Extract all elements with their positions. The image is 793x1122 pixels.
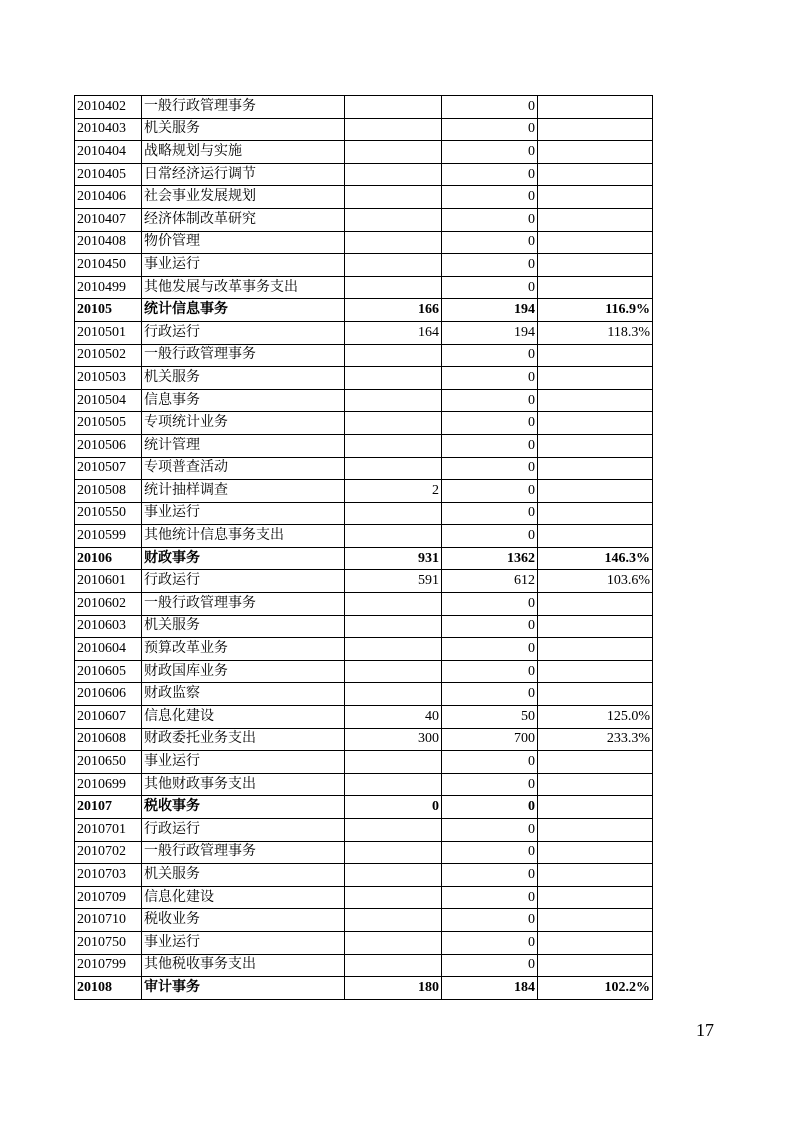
row-value-2-cell: 0 bbox=[442, 864, 538, 887]
row-percent-cell bbox=[538, 118, 653, 141]
row-name-cell: 一般行政管理事务 bbox=[142, 841, 345, 864]
table-row bbox=[75, 909, 653, 932]
row-value-1-cell bbox=[345, 615, 442, 638]
row-code-cell: 2010405 bbox=[75, 163, 142, 186]
row-code-cell: 20105 bbox=[75, 299, 142, 322]
row-code-cell: 2010602 bbox=[75, 593, 142, 616]
row-value-1-cell bbox=[345, 141, 442, 164]
table-row bbox=[75, 886, 653, 909]
row-code-cell: 2010709 bbox=[75, 886, 142, 909]
row-value-2-cell: 0 bbox=[442, 412, 538, 435]
row-value-1-cell bbox=[345, 638, 442, 661]
row-value-2-cell: 0 bbox=[442, 163, 538, 186]
row-value-2-cell: 700 bbox=[442, 728, 538, 751]
row-value-2-cell: 0 bbox=[442, 118, 538, 141]
table-row bbox=[75, 141, 653, 164]
row-percent-cell bbox=[538, 367, 653, 390]
table-row bbox=[75, 367, 653, 390]
row-name-cell: 其他发展与改革事务支出 bbox=[142, 276, 345, 299]
table-row bbox=[75, 344, 653, 367]
row-value-1-cell bbox=[345, 231, 442, 254]
row-name-cell: 信息化建设 bbox=[142, 886, 345, 909]
table-row bbox=[75, 683, 653, 706]
row-name-cell: 经济体制改革研究 bbox=[142, 208, 345, 231]
row-value-2-cell: 0 bbox=[442, 886, 538, 909]
row-value-2-cell: 0 bbox=[442, 909, 538, 932]
row-name-cell: 社会事业发展规划 bbox=[142, 186, 345, 209]
row-percent-cell bbox=[538, 389, 653, 412]
table-row bbox=[75, 547, 653, 570]
table-row bbox=[75, 841, 653, 864]
row-name-cell: 一般行政管理事务 bbox=[142, 593, 345, 616]
row-code-cell: 20106 bbox=[75, 547, 142, 570]
row-code-cell: 2010406 bbox=[75, 186, 142, 209]
table-row bbox=[75, 96, 653, 119]
row-percent-cell bbox=[538, 163, 653, 186]
row-percent-cell bbox=[538, 502, 653, 525]
row-percent-cell bbox=[538, 525, 653, 548]
row-value-2-cell: 0 bbox=[442, 96, 538, 119]
row-code-cell: 2010799 bbox=[75, 954, 142, 977]
table-row bbox=[75, 954, 653, 977]
row-value-1-cell: 40 bbox=[345, 706, 442, 729]
row-percent-cell bbox=[538, 96, 653, 119]
row-value-1-cell bbox=[345, 931, 442, 954]
table-row bbox=[75, 977, 653, 1000]
row-name-cell: 事业运行 bbox=[142, 502, 345, 525]
row-code-cell: 2010699 bbox=[75, 773, 142, 796]
table-row bbox=[75, 412, 653, 435]
row-name-cell: 财政监察 bbox=[142, 683, 345, 706]
table-row bbox=[75, 819, 653, 842]
row-value-1-cell bbox=[345, 434, 442, 457]
row-value-1-cell bbox=[345, 389, 442, 412]
row-percent-cell bbox=[538, 909, 653, 932]
row-percent-cell bbox=[538, 931, 653, 954]
row-code-cell: 20107 bbox=[75, 796, 142, 819]
row-code-cell: 2010710 bbox=[75, 909, 142, 932]
row-percent-cell bbox=[538, 615, 653, 638]
row-value-1-cell: 0 bbox=[345, 796, 442, 819]
row-value-1-cell bbox=[345, 208, 442, 231]
row-value-2-cell: 0 bbox=[442, 615, 538, 638]
row-value-2-cell: 0 bbox=[442, 841, 538, 864]
table-row bbox=[75, 638, 653, 661]
row-code-cell: 2010550 bbox=[75, 502, 142, 525]
row-name-cell: 其他财政事务支出 bbox=[142, 773, 345, 796]
table-row bbox=[75, 773, 653, 796]
row-code-cell: 2010403 bbox=[75, 118, 142, 141]
row-name-cell: 信息事务 bbox=[142, 389, 345, 412]
row-value-1-cell bbox=[345, 367, 442, 390]
row-code-cell: 2010703 bbox=[75, 864, 142, 887]
table-row bbox=[75, 163, 653, 186]
table-row bbox=[75, 118, 653, 141]
table-row bbox=[75, 434, 653, 457]
row-value-2-cell: 0 bbox=[442, 276, 538, 299]
row-value-2-cell: 0 bbox=[442, 254, 538, 277]
row-name-cell: 其他统计信息事务支出 bbox=[142, 525, 345, 548]
row-percent-cell: 233.3% bbox=[538, 728, 653, 751]
row-code-cell: 2010404 bbox=[75, 141, 142, 164]
row-code-cell: 2010505 bbox=[75, 412, 142, 435]
row-value-1-cell: 300 bbox=[345, 728, 442, 751]
row-code-cell: 2010408 bbox=[75, 231, 142, 254]
row-name-cell: 事业运行 bbox=[142, 254, 345, 277]
row-name-cell: 统计抽样调查 bbox=[142, 480, 345, 503]
budget-table bbox=[74, 95, 653, 1000]
row-code-cell: 2010450 bbox=[75, 254, 142, 277]
row-value-1-cell bbox=[345, 841, 442, 864]
row-value-2-cell: 0 bbox=[442, 141, 538, 164]
row-code-cell: 2010650 bbox=[75, 751, 142, 774]
row-percent-cell bbox=[538, 231, 653, 254]
row-value-2-cell: 0 bbox=[442, 819, 538, 842]
row-value-2-cell: 194 bbox=[442, 299, 538, 322]
row-percent-cell: 102.2% bbox=[538, 977, 653, 1000]
row-percent-cell bbox=[538, 751, 653, 774]
row-value-1-cell bbox=[345, 412, 442, 435]
row-name-cell: 其他税收事务支出 bbox=[142, 954, 345, 977]
row-name-cell: 统计信息事务 bbox=[142, 299, 345, 322]
row-percent-cell bbox=[538, 344, 653, 367]
row-name-cell: 事业运行 bbox=[142, 751, 345, 774]
row-name-cell: 行政运行 bbox=[142, 570, 345, 593]
row-percent-cell bbox=[538, 683, 653, 706]
table-row bbox=[75, 231, 653, 254]
table-row bbox=[75, 525, 653, 548]
row-value-2-cell: 50 bbox=[442, 706, 538, 729]
row-percent-cell: 146.3% bbox=[538, 547, 653, 570]
row-value-2-cell: 0 bbox=[442, 367, 538, 390]
row-value-2-cell: 0 bbox=[442, 208, 538, 231]
row-code-cell: 20108 bbox=[75, 977, 142, 1000]
row-value-1-cell bbox=[345, 660, 442, 683]
table-row bbox=[75, 389, 653, 412]
row-percent-cell bbox=[538, 457, 653, 480]
row-name-cell: 财政事务 bbox=[142, 547, 345, 570]
row-value-1-cell: 180 bbox=[345, 977, 442, 1000]
row-value-2-cell: 0 bbox=[442, 638, 538, 661]
row-name-cell: 专项普查活动 bbox=[142, 457, 345, 480]
table-row bbox=[75, 931, 653, 954]
table-row bbox=[75, 299, 653, 322]
row-name-cell: 机关服务 bbox=[142, 367, 345, 390]
row-value-2-cell: 0 bbox=[442, 389, 538, 412]
row-value-1-cell: 931 bbox=[345, 547, 442, 570]
row-name-cell: 税收业务 bbox=[142, 909, 345, 932]
row-name-cell: 物价管理 bbox=[142, 231, 345, 254]
table-row bbox=[75, 615, 653, 638]
row-code-cell: 2010603 bbox=[75, 615, 142, 638]
row-value-1-cell bbox=[345, 254, 442, 277]
row-code-cell: 2010506 bbox=[75, 434, 142, 457]
row-value-2-cell: 0 bbox=[442, 954, 538, 977]
row-value-1-cell: 166 bbox=[345, 299, 442, 322]
table-row bbox=[75, 660, 653, 683]
row-name-cell: 专项统计业务 bbox=[142, 412, 345, 435]
row-name-cell: 战略规划与实施 bbox=[142, 141, 345, 164]
row-value-1-cell bbox=[345, 954, 442, 977]
row-code-cell: 2010504 bbox=[75, 389, 142, 412]
row-code-cell: 2010607 bbox=[75, 706, 142, 729]
row-value-1-cell bbox=[345, 864, 442, 887]
row-percent-cell bbox=[538, 796, 653, 819]
row-percent-cell bbox=[538, 864, 653, 887]
row-value-1-cell bbox=[345, 751, 442, 774]
row-name-cell: 信息化建设 bbox=[142, 706, 345, 729]
row-value-2-cell: 0 bbox=[442, 931, 538, 954]
table-row bbox=[75, 728, 653, 751]
row-value-1-cell: 2 bbox=[345, 480, 442, 503]
row-percent-cell bbox=[538, 412, 653, 435]
row-value-2-cell: 0 bbox=[442, 457, 538, 480]
row-value-2-cell: 0 bbox=[442, 773, 538, 796]
table-row bbox=[75, 593, 653, 616]
row-value-2-cell: 194 bbox=[442, 321, 538, 344]
table-row bbox=[75, 570, 653, 593]
row-percent-cell bbox=[538, 276, 653, 299]
table-row bbox=[75, 796, 653, 819]
row-value-2-cell: 184 bbox=[442, 977, 538, 1000]
row-code-cell: 2010601 bbox=[75, 570, 142, 593]
row-percent-cell bbox=[538, 841, 653, 864]
table-row bbox=[75, 706, 653, 729]
table-row bbox=[75, 864, 653, 887]
row-percent-cell bbox=[538, 480, 653, 503]
row-percent-cell: 118.3% bbox=[538, 321, 653, 344]
row-value-2-cell: 0 bbox=[442, 480, 538, 503]
row-code-cell: 2010407 bbox=[75, 208, 142, 231]
row-value-1-cell bbox=[345, 683, 442, 706]
table-row bbox=[75, 457, 653, 480]
row-code-cell: 2010606 bbox=[75, 683, 142, 706]
row-value-1-cell bbox=[345, 118, 442, 141]
row-value-2-cell: 0 bbox=[442, 751, 538, 774]
row-name-cell: 机关服务 bbox=[142, 118, 345, 141]
row-value-1-cell bbox=[345, 96, 442, 119]
row-name-cell: 事业运行 bbox=[142, 931, 345, 954]
row-value-1-cell bbox=[345, 502, 442, 525]
row-value-2-cell: 0 bbox=[442, 796, 538, 819]
row-value-1-cell bbox=[345, 457, 442, 480]
row-percent-cell bbox=[538, 208, 653, 231]
row-percent-cell bbox=[538, 886, 653, 909]
row-name-cell: 统计管理 bbox=[142, 434, 345, 457]
row-name-cell: 审计事务 bbox=[142, 977, 345, 1000]
row-name-cell: 机关服务 bbox=[142, 615, 345, 638]
row-value-1-cell bbox=[345, 525, 442, 548]
row-value-2-cell: 612 bbox=[442, 570, 538, 593]
table-row bbox=[75, 254, 653, 277]
row-code-cell: 2010701 bbox=[75, 819, 142, 842]
row-code-cell: 2010501 bbox=[75, 321, 142, 344]
row-value-2-cell: 0 bbox=[442, 683, 538, 706]
row-percent-cell bbox=[538, 773, 653, 796]
table-row bbox=[75, 751, 653, 774]
row-percent-cell bbox=[538, 141, 653, 164]
table-row bbox=[75, 480, 653, 503]
row-name-cell: 财政委托业务支出 bbox=[142, 728, 345, 751]
page-number: 17 bbox=[696, 1020, 714, 1040]
row-value-1-cell bbox=[345, 886, 442, 909]
row-value-1-cell bbox=[345, 344, 442, 367]
row-value-2-cell: 0 bbox=[442, 660, 538, 683]
row-name-cell: 一般行政管理事务 bbox=[142, 96, 345, 119]
row-percent-cell: 125.0% bbox=[538, 706, 653, 729]
row-code-cell: 2010750 bbox=[75, 931, 142, 954]
row-code-cell: 2010604 bbox=[75, 638, 142, 661]
table-row bbox=[75, 208, 653, 231]
row-name-cell: 机关服务 bbox=[142, 864, 345, 887]
row-value-1-cell bbox=[345, 186, 442, 209]
row-code-cell: 2010502 bbox=[75, 344, 142, 367]
row-name-cell: 日常经济运行调节 bbox=[142, 163, 345, 186]
row-code-cell: 2010702 bbox=[75, 841, 142, 864]
row-percent-cell bbox=[538, 638, 653, 661]
row-value-1-cell: 591 bbox=[345, 570, 442, 593]
row-value-2-cell: 0 bbox=[442, 593, 538, 616]
row-value-2-cell: 0 bbox=[442, 186, 538, 209]
row-value-2-cell: 0 bbox=[442, 525, 538, 548]
row-percent-cell: 116.9% bbox=[538, 299, 653, 322]
row-code-cell: 2010605 bbox=[75, 660, 142, 683]
row-code-cell: 2010507 bbox=[75, 457, 142, 480]
row-percent-cell bbox=[538, 434, 653, 457]
row-code-cell: 2010499 bbox=[75, 276, 142, 299]
row-code-cell: 2010599 bbox=[75, 525, 142, 548]
row-value-1-cell bbox=[345, 773, 442, 796]
row-percent-cell bbox=[538, 660, 653, 683]
row-name-cell: 一般行政管理事务 bbox=[142, 344, 345, 367]
row-name-cell: 财政国库业务 bbox=[142, 660, 345, 683]
row-percent-cell bbox=[538, 186, 653, 209]
row-percent-cell bbox=[538, 819, 653, 842]
row-value-2-cell: 1362 bbox=[442, 547, 538, 570]
table-row bbox=[75, 321, 653, 344]
row-name-cell: 预算改革业务 bbox=[142, 638, 345, 661]
row-value-1-cell bbox=[345, 909, 442, 932]
row-value-1-cell: 164 bbox=[345, 321, 442, 344]
row-name-cell: 行政运行 bbox=[142, 819, 345, 842]
row-value-2-cell: 0 bbox=[442, 502, 538, 525]
row-name-cell: 行政运行 bbox=[142, 321, 345, 344]
row-code-cell: 2010608 bbox=[75, 728, 142, 751]
row-percent-cell bbox=[538, 254, 653, 277]
row-value-2-cell: 0 bbox=[442, 434, 538, 457]
budget-table-body bbox=[75, 96, 653, 1000]
table-row bbox=[75, 276, 653, 299]
row-percent-cell: 103.6% bbox=[538, 570, 653, 593]
row-code-cell: 2010503 bbox=[75, 367, 142, 390]
row-value-2-cell: 0 bbox=[442, 344, 538, 367]
row-percent-cell bbox=[538, 593, 653, 616]
table-row bbox=[75, 186, 653, 209]
row-value-1-cell bbox=[345, 593, 442, 616]
row-value-2-cell: 0 bbox=[442, 231, 538, 254]
table-row bbox=[75, 502, 653, 525]
row-name-cell: 税收事务 bbox=[142, 796, 345, 819]
row-value-1-cell bbox=[345, 819, 442, 842]
row-value-1-cell bbox=[345, 276, 442, 299]
row-percent-cell bbox=[538, 954, 653, 977]
row-code-cell: 2010402 bbox=[75, 96, 142, 119]
row-value-1-cell bbox=[345, 163, 442, 186]
row-code-cell: 2010508 bbox=[75, 480, 142, 503]
